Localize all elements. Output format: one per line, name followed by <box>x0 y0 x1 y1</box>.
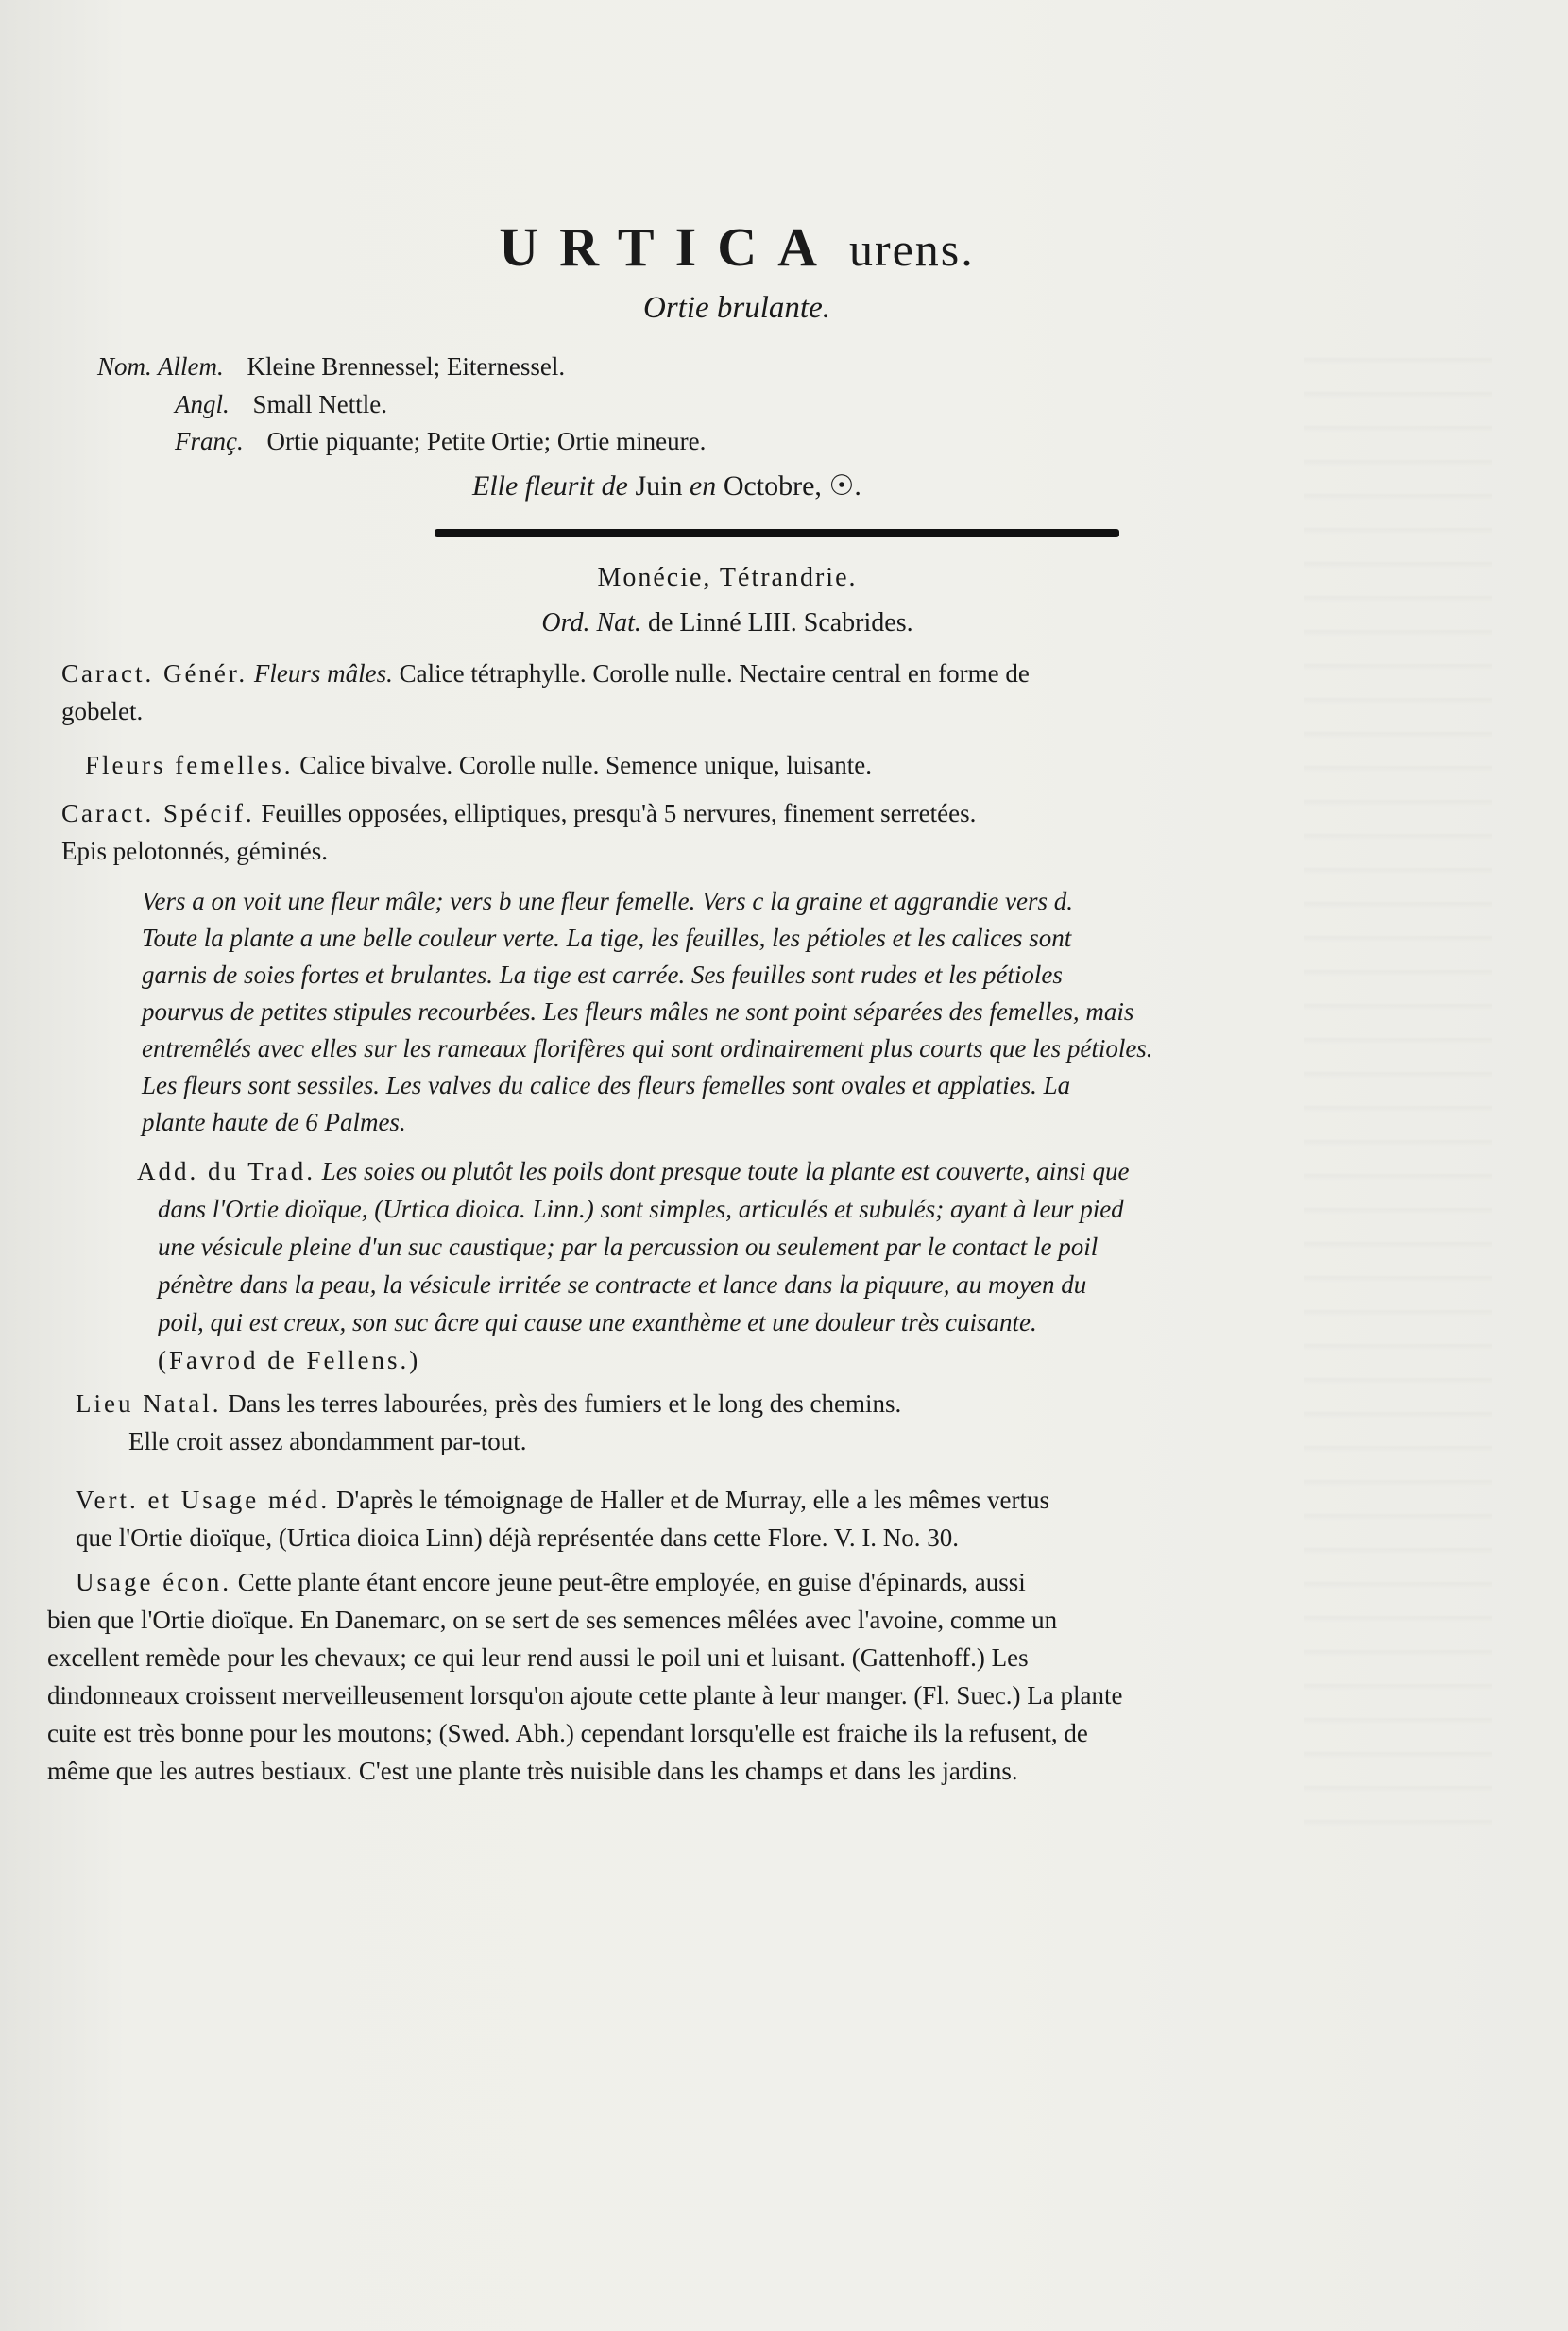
section-label: Vert. et Usage méd. <box>76 1486 331 1514</box>
specific-line-1 <box>61 794 1422 832</box>
economic-text: Cette plante étant encore jeune peut-être employée, en guise d'épinards, aussi <box>237 1568 1026 1596</box>
female-line <box>85 746 1426 784</box>
name-label: Nom. Allem. <box>97 352 224 381</box>
description-line: entremêlés avec elles sur les rameaux florifères qui sont ordinairement plus courts que les pétioles. <box>142 1034 1153 1063</box>
generic-characters <box>61 655 1422 730</box>
medical-text: D'après le témoignage de Haller et de Murray, elle a les mêmes vertus <box>335 1486 1050 1514</box>
name-value: Ortie piquante; Petite Ortie; Ortie mineure. <box>266 427 707 455</box>
female-text: Calice bivalve. Corolle nulle. Semence unique, luisante. <box>299 751 873 779</box>
linnaean-class: Monécie, Tétrandrie. <box>597 563 858 592</box>
specific-characters <box>61 794 1422 870</box>
section-label: Fleurs femelles. <box>85 751 294 779</box>
species-name: urens. <box>848 223 975 276</box>
male-flowers-label: Fleurs mâles. <box>253 659 393 688</box>
economic-uses <box>47 1563 1436 1790</box>
section-label: Caract. Génér. <box>61 659 248 688</box>
order-value: de Linné LIII. Scabrides. <box>647 608 913 638</box>
flowering-de: de <box>601 470 628 502</box>
economic-text: dindonneaux croissent merveilleusement lorsqu'on ajoute cette plante à leur manger. (Fl. Suec.) La plante <box>47 1681 1123 1710</box>
female-flowers <box>85 746 1426 784</box>
section-label: Caract. Spécif. <box>61 799 255 827</box>
section-label: Usage écon. <box>76 1568 231 1596</box>
economic-line-1 <box>76 1563 1436 1601</box>
specific-line-2: Epis pelotonnés, géminés. <box>61 837 328 865</box>
translator-author: (Favrod de Fellens.) <box>158 1346 421 1374</box>
translator-text: pénètre dans la peau, la vésicule irritée se contracte et lance dans la piquure, au moyen du <box>158 1270 1087 1299</box>
medical-uses <box>76 1481 1436 1557</box>
section-label: Lieu Natal. <box>76 1389 222 1418</box>
generic-text: Calice tétraphylle. Corolle nulle. Nectaire central en forme de <box>399 659 1030 688</box>
translator-line-1 <box>137 1152 1426 1190</box>
plant-description <box>142 883 1426 1141</box>
medical-line-1 <box>76 1481 1436 1519</box>
section-label: Add. du Trad. <box>137 1157 316 1185</box>
flowering-prefix: Elle fleurit <box>472 470 595 502</box>
description-line: Vers a on voit une fleur mâle; vers b une fleur femelle. Vers c la graine et aggrandie vers d. <box>142 887 1074 915</box>
name-label: Franç. <box>175 427 244 455</box>
flowering-from: Juin <box>635 470 683 502</box>
name-label: Angl. <box>175 390 230 418</box>
page-title <box>0 215 1474 279</box>
habitat <box>76 1385 1436 1460</box>
flowering-to: Octobre, <box>723 470 822 502</box>
name-row-french <box>175 427 706 456</box>
french-common-name: Ortie brulante. <box>643 291 830 325</box>
name-value: Small Nettle. <box>252 390 387 418</box>
economic-text: excellent remède pour les chevaux; ce qui leur rend aussi le poil uni et luisant. (Gattenhoff.) Les <box>47 1643 1029 1672</box>
habitat-line-1 <box>76 1385 1436 1422</box>
habitat-text: Dans les terres labourées, près des fumiers et le long des chemins. <box>228 1389 902 1418</box>
description-line: plante haute de 6 Palmes. <box>142 1108 406 1136</box>
translator-text: poil, qui est creux, son suc âcre qui cause une exanthème et une douleur très cuisante. <box>158 1308 1037 1336</box>
translator-text: une vésicule pleine d'un suc caustique; par la percussion ou seulement par le contact le poil <box>158 1233 1099 1261</box>
name-row-german <box>97 352 565 382</box>
name-row-english <box>175 390 387 419</box>
name-value: Kleine Brennessel; Eiternessel. <box>247 352 566 381</box>
generic-line-1 <box>61 655 1422 692</box>
description-line: Les fleurs sont sessiles. Les valves du calice des fleurs femelles sont ovales et applaties. La <box>142 1071 1071 1099</box>
generic-line-2: gobelet. <box>61 697 144 725</box>
medical-line-2: que l'Ortie dioïque, (Urtica dioica Linn) déjà représentée dans cette Flore. V. I. No. 30. <box>76 1523 960 1552</box>
description-line: pourvus de petites stipules recourbées. Les fleurs mâles ne sont point séparées des femelles, mais <box>142 997 1134 1026</box>
description-line: Toute la plante a une belle couleur verte. La tige, les feuilles, les pétioles et les calices sont <box>142 924 1072 952</box>
specific-text: Feuilles opposées, elliptiques, presqu'à 5 nervures, finement serretées. <box>261 799 977 827</box>
translator-note <box>137 1152 1426 1379</box>
translator-text: Les soies ou plutôt les poils dont presque toute la plante est couverte, ainsi que <box>321 1157 1130 1185</box>
header-divider <box>435 529 1119 537</box>
economic-text: même que les autres bestiaux. C'est une plante très nuisible dans les champs et dans les jardins. <box>47 1757 1018 1785</box>
genus-name: URTICA <box>499 216 838 278</box>
economic-text: bien que l'Ortie dioïque. En Danemarc, on se sert de ses semences mêlées avec l'avoine, comme un <box>47 1606 1058 1634</box>
flowering-en: en <box>689 470 717 502</box>
translator-text: dans l'Ortie dioïque, (Urtica dioica. Linn.) sont simples, articulés et subulés; ayant à leur pied <box>158 1195 1124 1223</box>
order-label: Ord. Nat. <box>541 608 641 638</box>
description-line: garnis de soies fortes et brulantes. La tige est carrée. Ses feuilles sont rudes et les pétioles <box>142 961 1063 989</box>
annual-symbol: ☉. <box>828 470 861 502</box>
natural-order <box>0 608 1455 638</box>
habitat-line-2: Elle croit assez abondamment par-tout. <box>128 1427 527 1455</box>
economic-text: cuite est très bonne pour les moutons; (Swed. Abh.) cependant lorsqu'elle est fraiche ils la refusent, de <box>47 1719 1088 1747</box>
flowering-period <box>472 469 861 502</box>
